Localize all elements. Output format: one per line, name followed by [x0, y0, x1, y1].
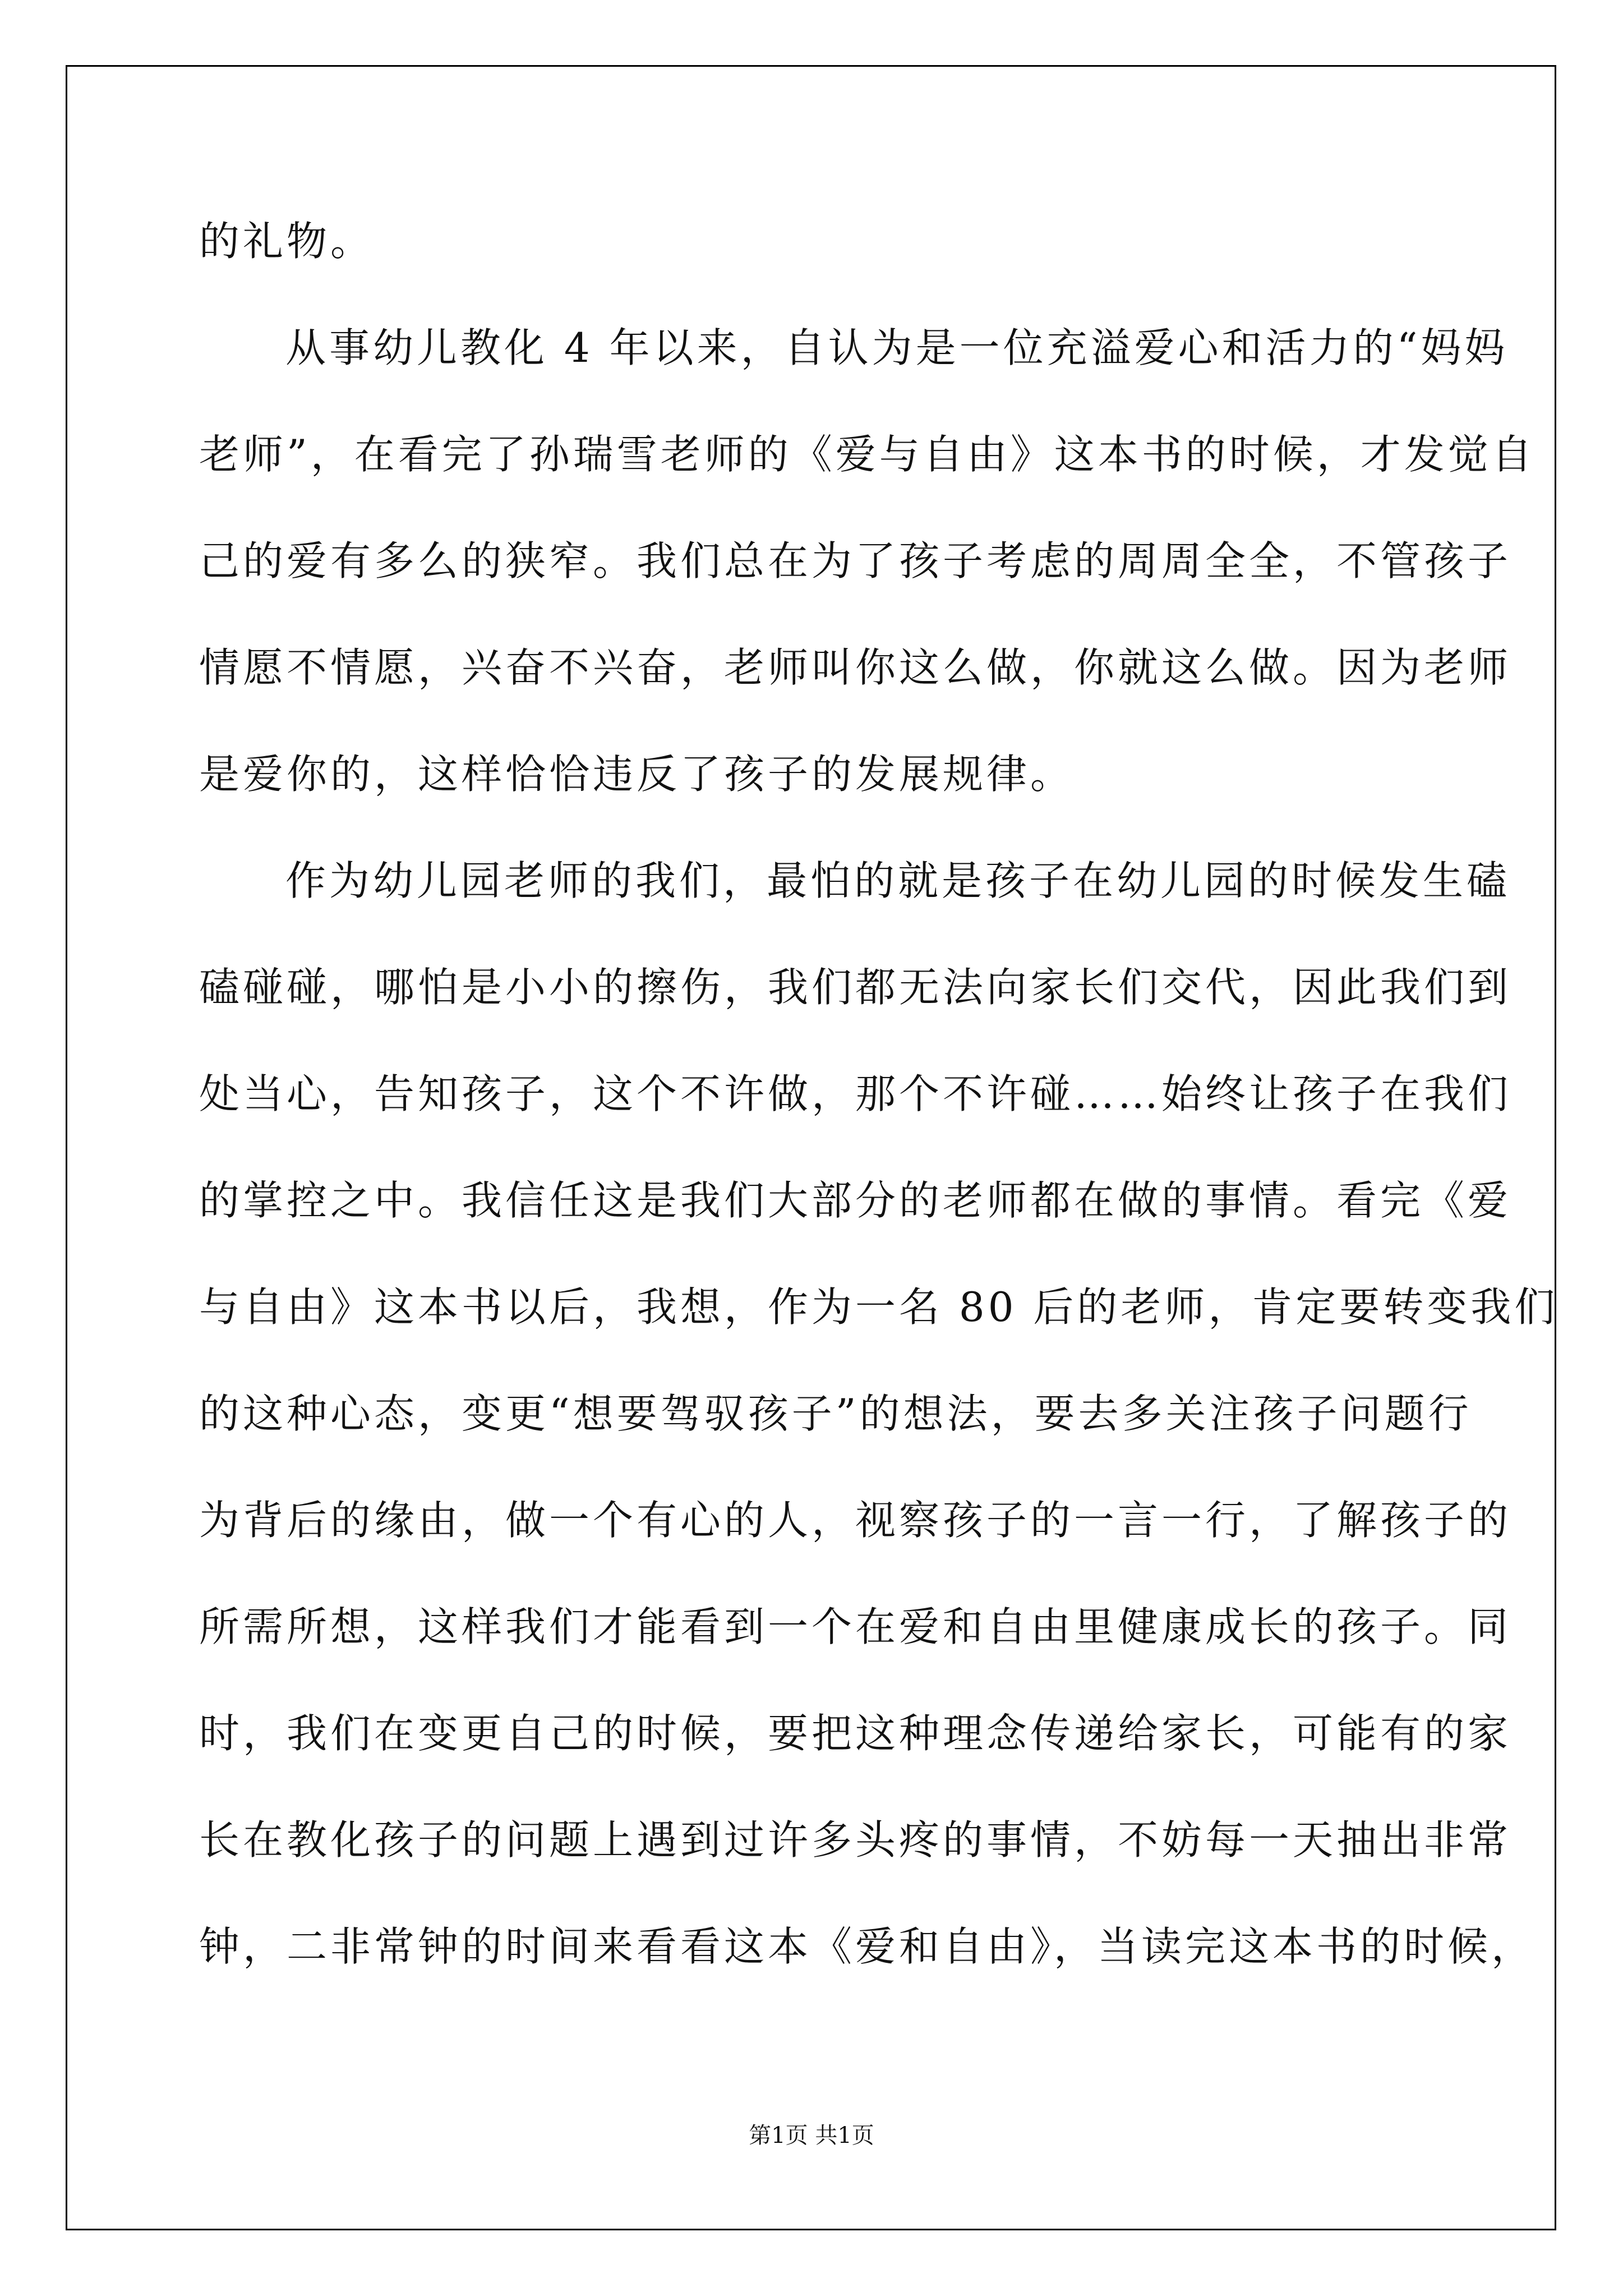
- text-line: 长在教化孩子的问题上遇到过许多头疼的事情，不妨每一天抽出非常: [199, 1816, 1512, 1864]
- text-line: 的这种心态，变更“想要驾驭孩子”的想法，要去多关注孩子问题行: [199, 1390, 1472, 1437]
- text-line: 时，我们在变更自己的时候，要把这种理念传递给家长，可能有的家: [199, 1710, 1512, 1757]
- text-line: 是爱你的，这样恰恰违反了孩子的发展规律。: [199, 751, 1075, 798]
- text-line: 从事幼儿教化 4 年以来，自认为是一位充溢爱心和活力的“妈妈: [285, 324, 1509, 371]
- page-footer: 第1页 共1页: [749, 2123, 874, 2148]
- text-line: 磕碰碰，哪怕是小小的擦伤，我们都无法向家长们交代，因此我们到: [199, 964, 1512, 1011]
- text-line: 处当心，告知孩子，这个不许做，那个不许碰……始终让孩子在我们: [199, 1070, 1512, 1117]
- text-line: 老师”，在看完了孙瑞雪老师的《爱与自由》这本书的时候，才发觉自: [199, 431, 1536, 478]
- text-line: 的礼物。: [199, 218, 375, 265]
- text-line: 的掌控之中。我信任这是我们大部分的老师都在做的事情。看完《爱: [199, 1177, 1512, 1224]
- text-line: 所需所想，这样我们才能看到一个在爱和自由里健康成长的孩子。同: [199, 1603, 1512, 1650]
- text-line: 作为幼儿园老师的我们，最怕的就是孩子在幼儿园的时候发生磕: [285, 857, 1511, 904]
- text-line: 与自由》这本书以后，我想，作为一名 80 后的老师，肯定要转变我们: [199, 1283, 1559, 1331]
- text-line: 己的爱有多么的狭窄。我们总在为了孩子考虑的周周全全，不管孩子: [199, 537, 1512, 585]
- document-body: [199, 205, 1559, 2017]
- text-line: 情愿不情愿，兴奋不兴奋，老师叫你这么做，你就这么做。因为老师: [199, 644, 1512, 691]
- text-line: 为背后的缘由，做一个有心的人，视察孩子的一言一行，了解孩子的: [199, 1497, 1512, 1544]
- text-line: 钟，二非常钟的时间来看看这本《爱和自由》，当读完这本书的时候，: [199, 1923, 1536, 1970]
